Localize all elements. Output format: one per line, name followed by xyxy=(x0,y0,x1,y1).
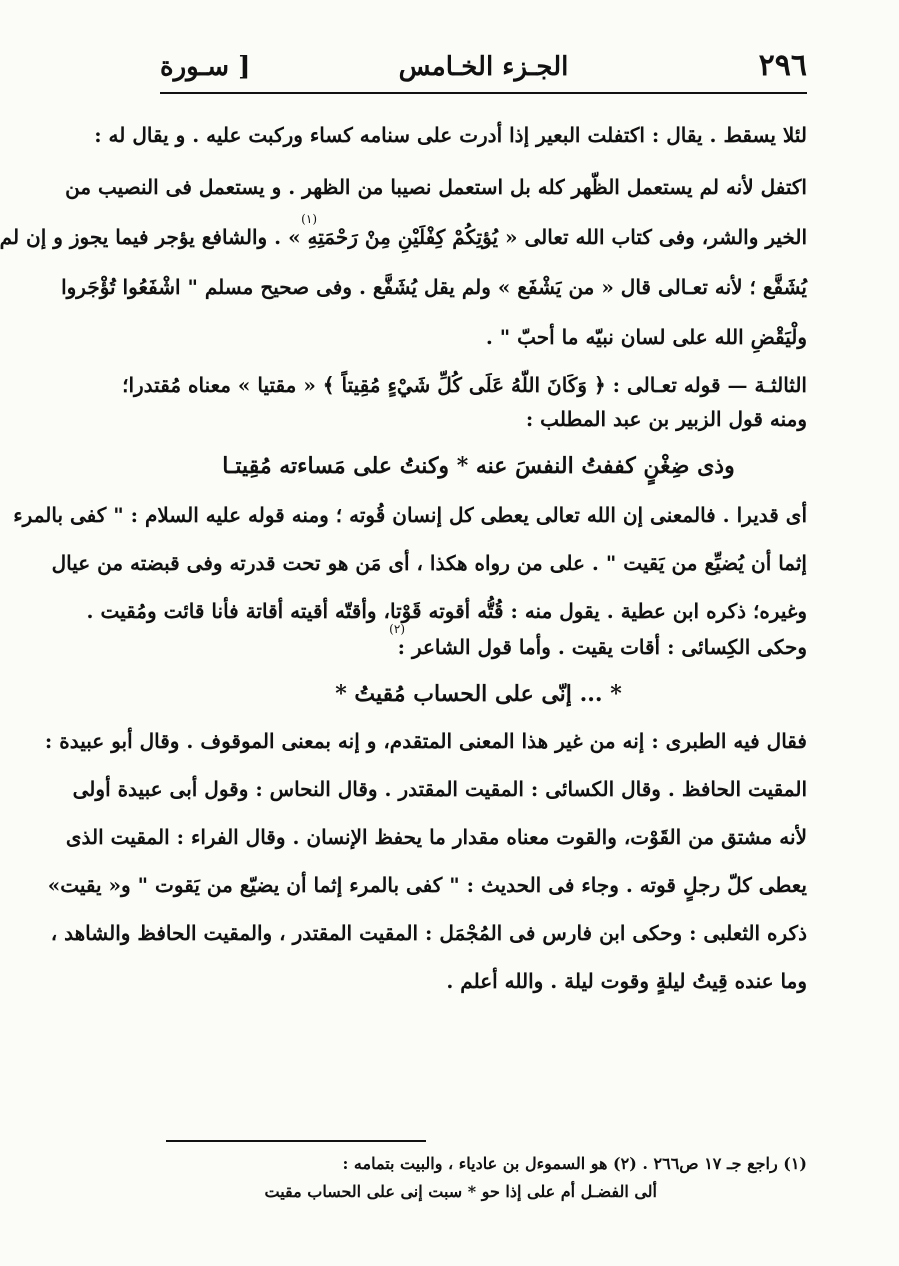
text-line: يُشَفَّع ؛ لأنه تعـالى قال « من يَشْفَع » ولم يقل يُشَفَّع . وفى صحيح مسلم " اشْفَعُوا تُؤْجَروا xyxy=(61,275,807,299)
footnote-line: ألى الفضـل أم على إذا حو * سبت إنى على الحساب مقيت xyxy=(264,1182,657,1201)
text-line: وحكى الكِسائى : أقات يقيت . وأما قول الشاعر : xyxy=(397,635,807,659)
footnote-ref: (٢) xyxy=(389,622,405,636)
text-line: الخير والشر، وفى كتاب الله تعالى « يُؤتِكُمْ كِفْلَيْنِ مِنْ رَحْمَتِهِ » . والشافع يؤجر فيما يجوز و إن لم xyxy=(0,225,807,249)
text-line: فقال فيه الطبرى : إنه من غير هذا المعنى المتقدم، و إنه بمعنى الموقوف . وقال أبو عبيدة : xyxy=(44,729,807,753)
text-line: لئلا يسقط . يقال : اكتفلت البعير إذا أدرت على سنامه كساء وركبت عليه . و يقال له : xyxy=(94,123,807,147)
text-line: لأنه مشتق من القَوْت، والقوت معناه مقدار ما يحفظ الإنسان . وقال الفراء : المقيت الذى xyxy=(65,825,807,849)
text-line: وغيره؛ ذكره ابن عطية . يقول منه : قُتُّه أقوته قَوْتا، وأقتّه أقيته أقاتة فأنا قائت ومُقيت . xyxy=(86,599,807,623)
text-line: اكتفل لأنه لم يستعمل الظّهر كله بل استعمل نصيبا من الظهر . و يستعمل فى النصيب من xyxy=(65,175,807,199)
page-body xyxy=(0,118,807,994)
text-line: المقيت الحافظ . وقال الكسائى : المقيت المقتدر . وقال النحاس : وقول أبى عبيدة أولى xyxy=(72,777,807,801)
footnote-ref: (١) xyxy=(301,212,317,226)
footnote-rule xyxy=(166,1140,426,1142)
poetry-verse: * ... إنّى على الحساب مُقيتُ * xyxy=(335,681,622,707)
poetry-verse: وذى ضِغْنٍ كففتُ النفسَ عنه * وكنتُ على مَساءته مُقِيتـا xyxy=(222,453,735,479)
text-line-container xyxy=(150,622,807,660)
text-line: يعطى كلّ رجلٍ قوته . وجاء فى الحديث : " كفى بالمرء إثما أن يضيّع من يَقوت " و« يقيت» xyxy=(47,873,807,897)
text-line: ذكره الثعلبى : وحكى ابن فارس فى المُجْمَل : المقيت المقتدر ، والمقيت الحافظ والشاهد ، xyxy=(50,921,807,945)
text-line-container xyxy=(0,212,807,250)
text-line: وما عنده قِيتُ ليلةٍ وقوت ليلة . والله أعلم . xyxy=(446,969,807,993)
text-line: إثما أن يُضيِّع من يَقيت " . على من رواه هكذا ، أى مَن هو تحت قدرته وفى قبضته من عيال xyxy=(51,551,807,575)
page-number: ٢٩٦ xyxy=(758,48,807,83)
running-title: الجـزء الخـامس xyxy=(398,52,569,82)
text-line: ومنه قول الزبير بن عبد المطلب : xyxy=(525,407,807,431)
page-header xyxy=(160,40,807,94)
text-line: الثالثـة — قوله تعـالى : ﴿ وَكَانَ اللّهُ عَلَى كُلِّ شَيْءٍ مُقِيتاً ﴾ « مقتيا » معناه مُقتدرا؛ xyxy=(122,373,807,397)
surah-label: [ سـورة xyxy=(160,52,251,82)
text-line: ولْيَقْضِ الله على لسان نبيّه ما أحبّ " . xyxy=(485,325,807,349)
footnote-line: (١) راجع جـ ١٧ ص٢٦٦ . (٢) هو السموءل بن عادياء ، والبيت بتمامه : xyxy=(342,1154,807,1173)
text-line: أى قديرا . فالمعنى إن الله تعالى يعطى كل إنسان قُوته ؛ ومنه قوله عليه السلام : " كفى بالمرء xyxy=(13,503,807,527)
